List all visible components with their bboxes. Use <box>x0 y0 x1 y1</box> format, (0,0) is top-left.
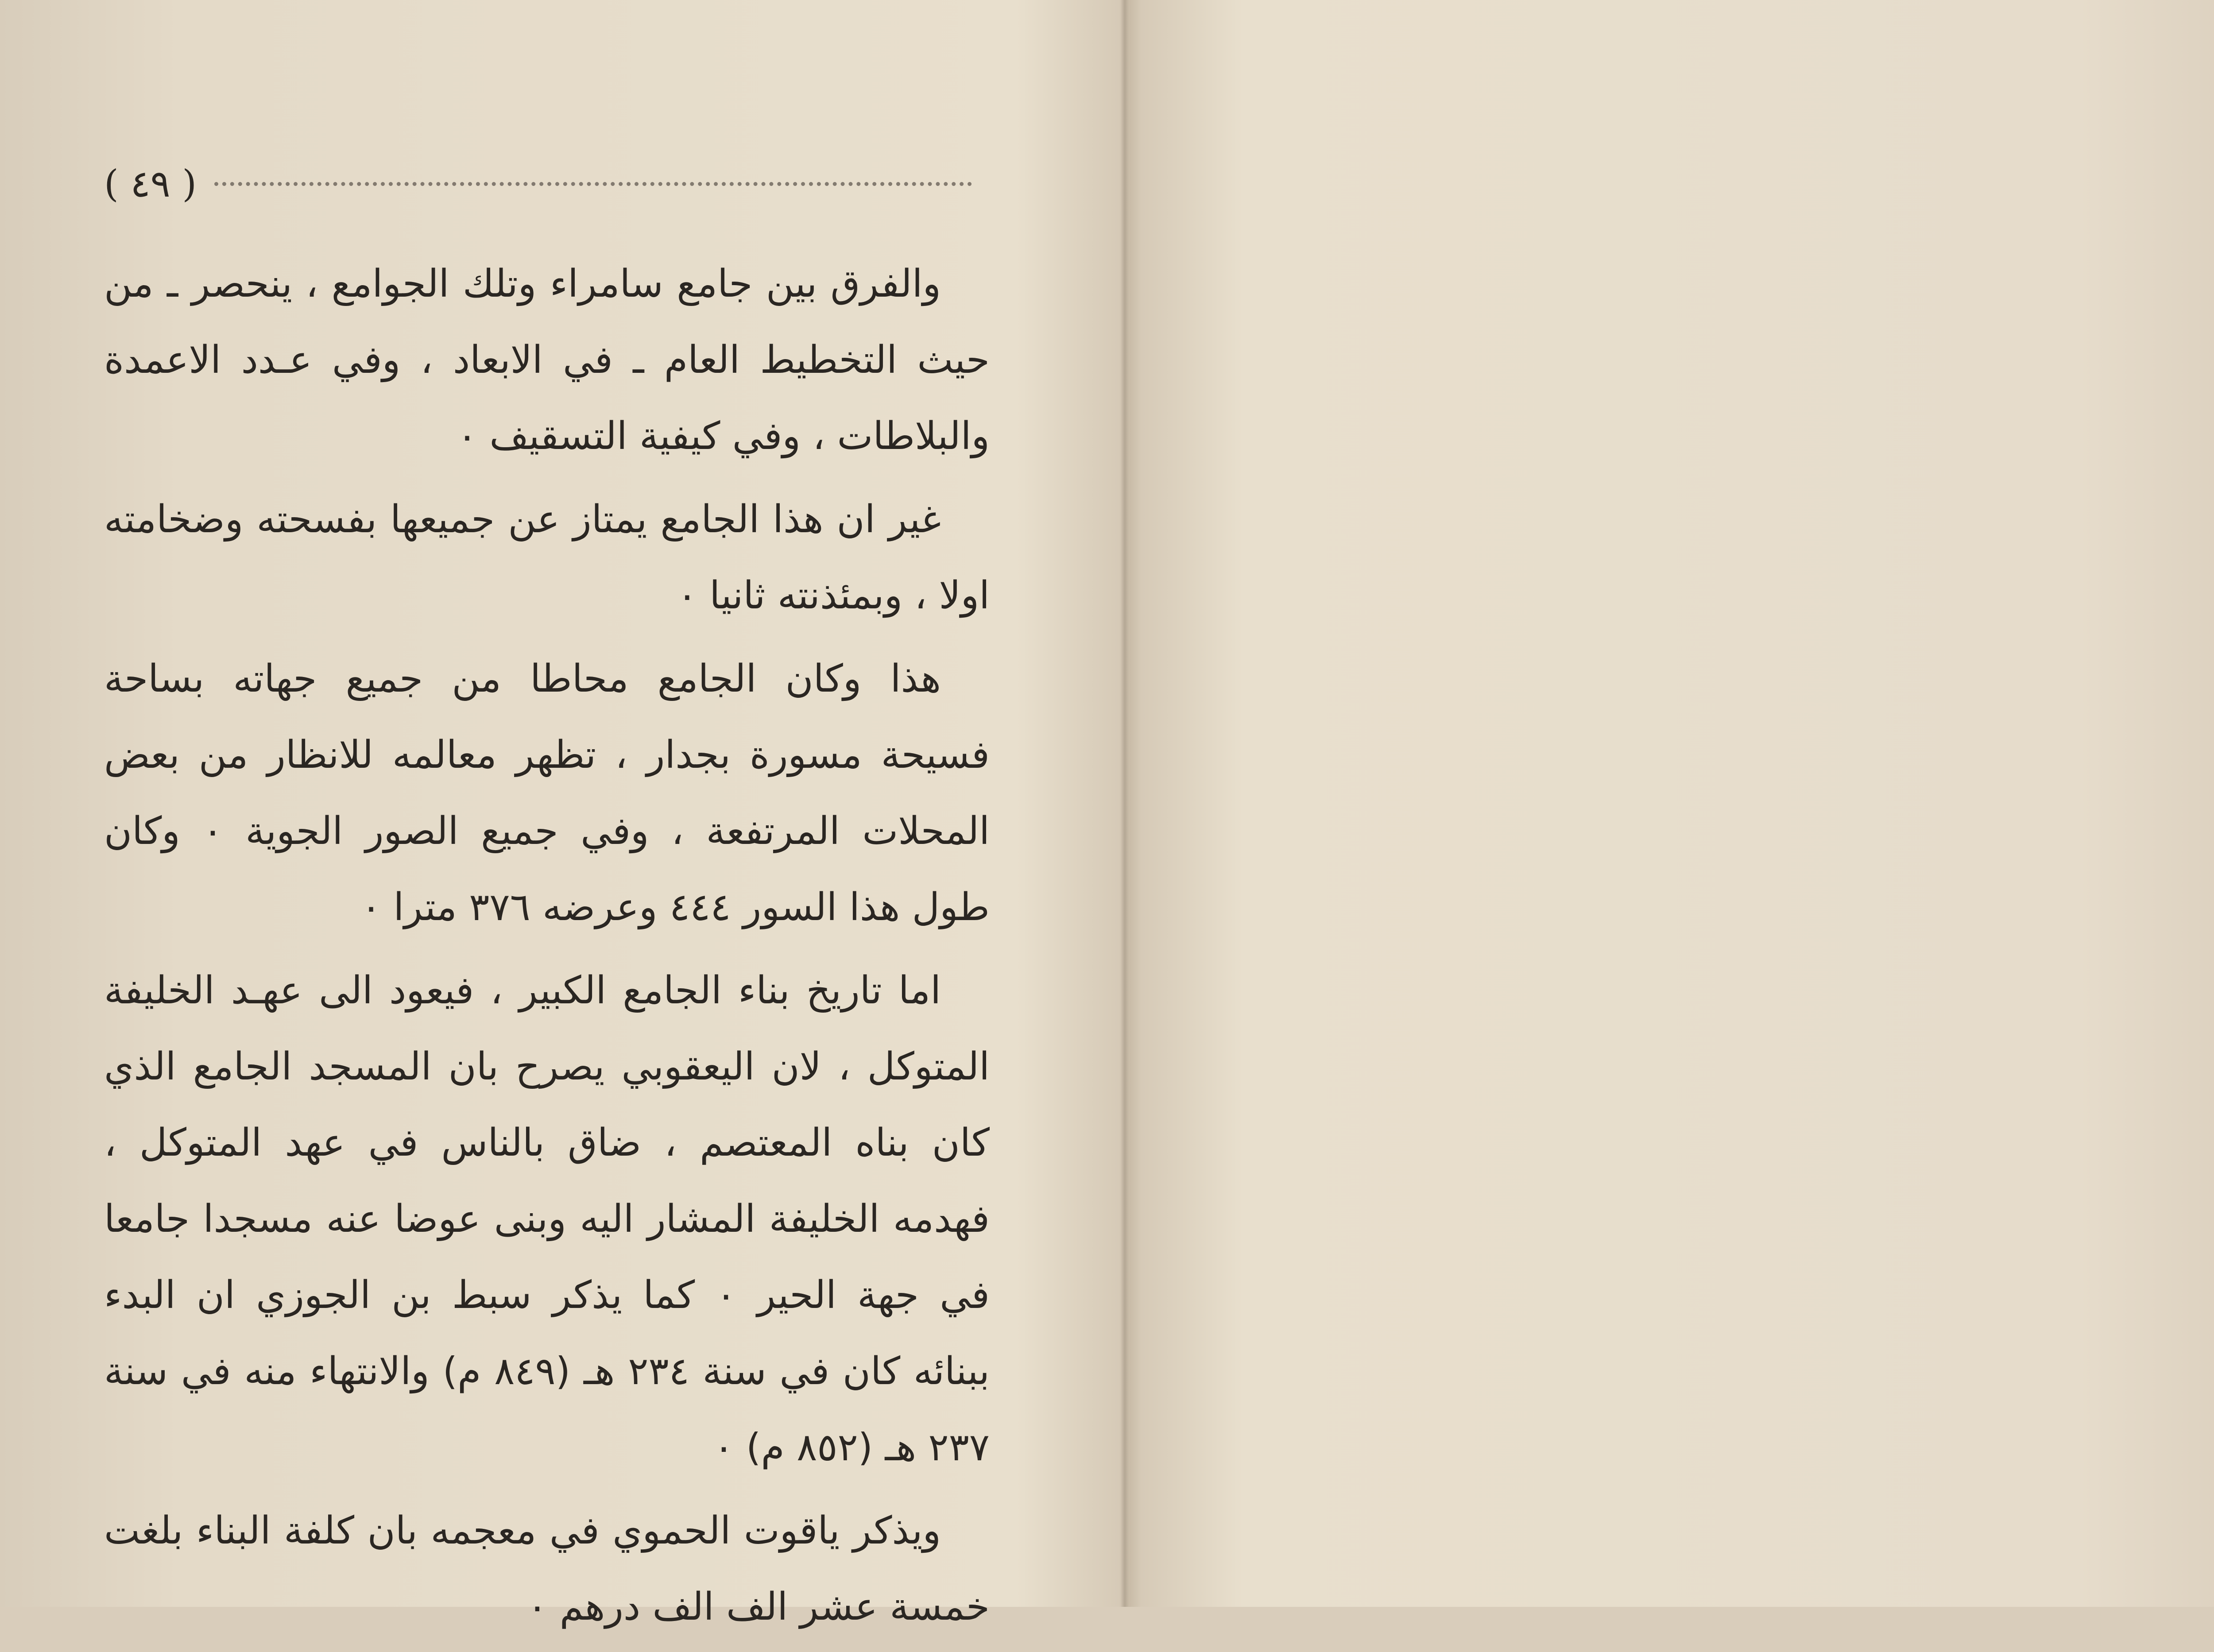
paragraph-text: والفرق بين جامع سامراء وتلك الجوامع ، ينحصر ـ من حيث التخطيط العام ـ في الابعاد ، وفي عـدد الاعمدة والبلاطات ، وفي كيفية التسقيف ٠ <box>104 262 990 458</box>
paragraph-text: غير ان هذا الجامع يمتاز عن جميعها بفسحته وضخامته اولا ، وبمئذنته ثانيا ٠ <box>104 497 990 618</box>
paragraph <box>104 1493 990 1645</box>
paragraph <box>104 641 990 945</box>
paragraph-text: ويذكر ياقوت الحموي في معجمه بان كلفة البناء بلغت خمسة عشر الف الف درهم ٠ <box>104 1509 990 1629</box>
paragraph <box>104 246 990 474</box>
paragraph-text: هذا وكان الجامع محاطا من جميع جهاته بساحة فسيحة مسورة بجدار ، تظهر معالمه للانظار من بعض المحلات المرتفعة ، وفي جميع الصور الجوية ٠ وكان طول هذا السور ٤٤٤ وعرضه ٣٧٦ مترا ٠ <box>104 657 990 929</box>
paragraph <box>104 481 990 634</box>
left-page-number: ( ٤٩ ) <box>104 162 197 205</box>
paragraph <box>104 952 990 1486</box>
right-page <box>1134 0 2214 1607</box>
left-page-header <box>104 159 990 208</box>
left-page-body <box>104 246 990 1652</box>
paragraph-text: اما تاريخ بناء الجامع الكبير ، فيعود الى عهـد الخليفة المتوكل ، لان اليعقوبي يصرح بان المسجد الجامع الذي كان بناه المعتصم ، ضاق بالناس في عهد المتوكل ، فهدمه الخليفة المشار اليه وبنى عوضا عنه مسجدا جامعا في جهة الحير ٠ كما يذكر سبط بن الجوزي ان البدء ببنائه كان في سنة ٢٣٤ هـ (٨٤٩ م) والانتهاء منه في سنة ٢٣٧ هـ (٨٥٢ م) ٠ <box>104 968 990 1470</box>
header-dotted-rule <box>214 182 972 186</box>
